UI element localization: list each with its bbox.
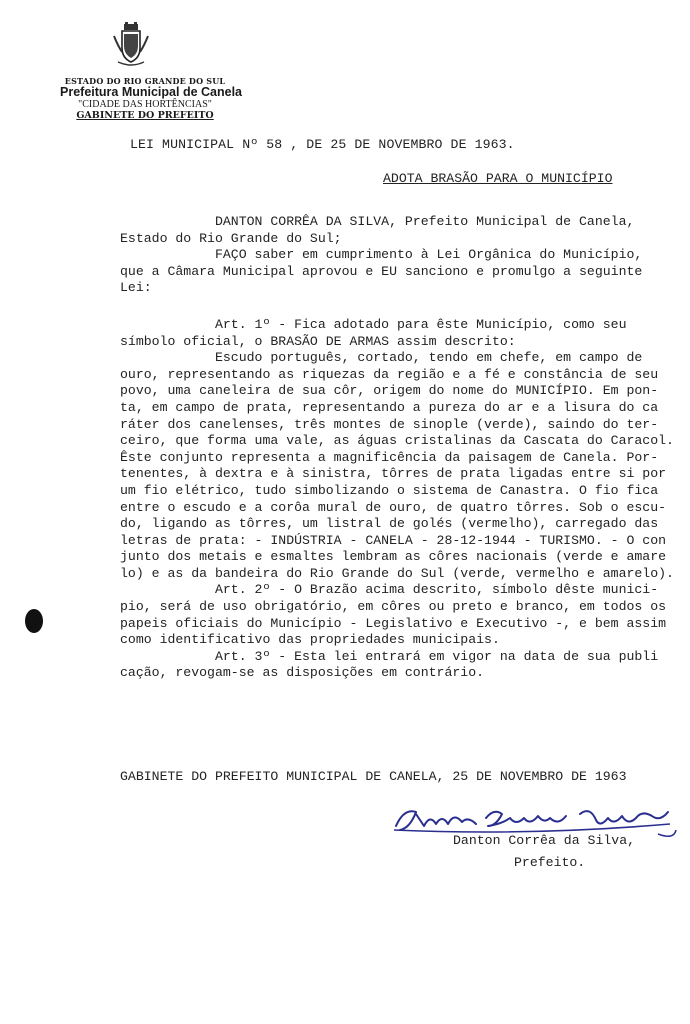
- body-line: pio, será de uso obrigatório, em côres ou preto e branco, em todos os: [120, 599, 667, 615]
- body-line: tenentes, à dextra e à sinistra, tôrres de prata ligadas entre si por: [120, 466, 667, 482]
- signature-block: [390, 800, 680, 880]
- body-line: ta, em campo de prata, representando a pureza do ar e a lisura do ca: [120, 399, 659, 415]
- body-line: lo) e as da bandeira do Rio Grande do Sul (verde, vermelho e amarelo).: [120, 565, 674, 581]
- body-line: ouro, representando as riquezas da região e a fé e constância de seu: [120, 366, 659, 382]
- line-gap: [120, 297, 674, 317]
- body-line: papeis oficiais do Município - Legislativo e Executivo -, e bem assim: [120, 615, 667, 631]
- body-line: ceiro, que forma uma vale, as águas cristalinas da Cascata do Caracol.: [120, 433, 674, 449]
- body-line: Lei:: [120, 280, 152, 296]
- coat-of-arms-icon: [112, 22, 150, 66]
- body-line: Art. 2º - O Brazão acima descrito, símbolo dêste munici-: [120, 582, 659, 598]
- letterhead-state: ESTADO DO RIO GRANDE DO SUL: [64, 76, 226, 86]
- letterhead-office: GABINETE DO PREFEITO: [76, 110, 214, 121]
- body-line: como identificativo das propriedades municipais.: [120, 632, 500, 648]
- closing-line: GABINETE DO PREFEITO MUNICIPAL DE CANELA, 25 DE NOVEMBRO DE 1963: [120, 769, 627, 784]
- body-line: FAÇO saber em cumprimento à Lei Orgânica do Município,: [120, 247, 643, 263]
- body-line: um fio elétrico, tudo simbolizando o sistema de Canastra. O fio fica: [120, 482, 659, 498]
- body-line: DANTON CORRÊA DA SILVA, Prefeito Municipal de Canela,: [120, 214, 635, 229]
- body-line: Art. 1º - Fica adotado para êste Município, como seu: [120, 316, 627, 332]
- ink-blot: [22, 606, 46, 636]
- body-line: símbolo oficial, o BRASÃO DE ARMAS assim descrito:: [120, 333, 516, 349]
- body-line: que a Câmara Municipal aprovou e EU sanciono e promulgo a seguinte: [120, 263, 643, 279]
- signatory-name: Danton Corrêa da Silva,: [453, 833, 636, 848]
- law-subtitle: ADOTA BRASÃO PARA O MUNICÍPIO: [383, 171, 613, 186]
- letterhead-motto: "CIDADE DAS HORTÊNCIAS": [78, 99, 212, 110]
- body-line: cação, revogam-se as disposições em contrário.: [120, 665, 485, 681]
- signatory-role: Prefeito.: [514, 855, 586, 870]
- body-line: Estado do Rio Grande do Sul;: [120, 230, 342, 246]
- body-line: Escudo português, cortado, tendo em chefe, em campo de: [120, 350, 643, 366]
- body-line: ráter dos canelenses, três montes de sinople (verde), saindo do ter-: [120, 416, 659, 432]
- law-title: LEI MUNICIPAL Nº 58 , DE 25 DE NOVEMBRO DE 1963.: [130, 137, 515, 152]
- body-line: Art. 3º - Esta lei entrará em vigor na data de sua publi: [120, 648, 659, 664]
- body-line: povo, uma caneleira de sua côr, origem do nome do MUNICÍPIO. Em pon-: [120, 383, 659, 399]
- body-line: Êste conjunto representa a magnificência da paisagem de Canela. Por-: [120, 449, 659, 465]
- body-line: entre o escudo e a corôa mural de ouro, de quatro tôrres. Sob o escu-: [120, 499, 667, 515]
- body-line: do, ligando as tôrres, um listral de golés (vermelho), carregado das: [120, 516, 659, 532]
- letterhead-prefeitura: Prefeitura Municipal de Canela: [60, 85, 242, 99]
- law-body: [120, 214, 674, 682]
- body-line: junto dos metais e esmaltes lembram as côres nacionais (verde e amare: [120, 549, 667, 565]
- body-line: letras de prata: - INDÚSTRIA - CANELA - 28-12-1944 - TURISMO. - O con: [120, 532, 667, 548]
